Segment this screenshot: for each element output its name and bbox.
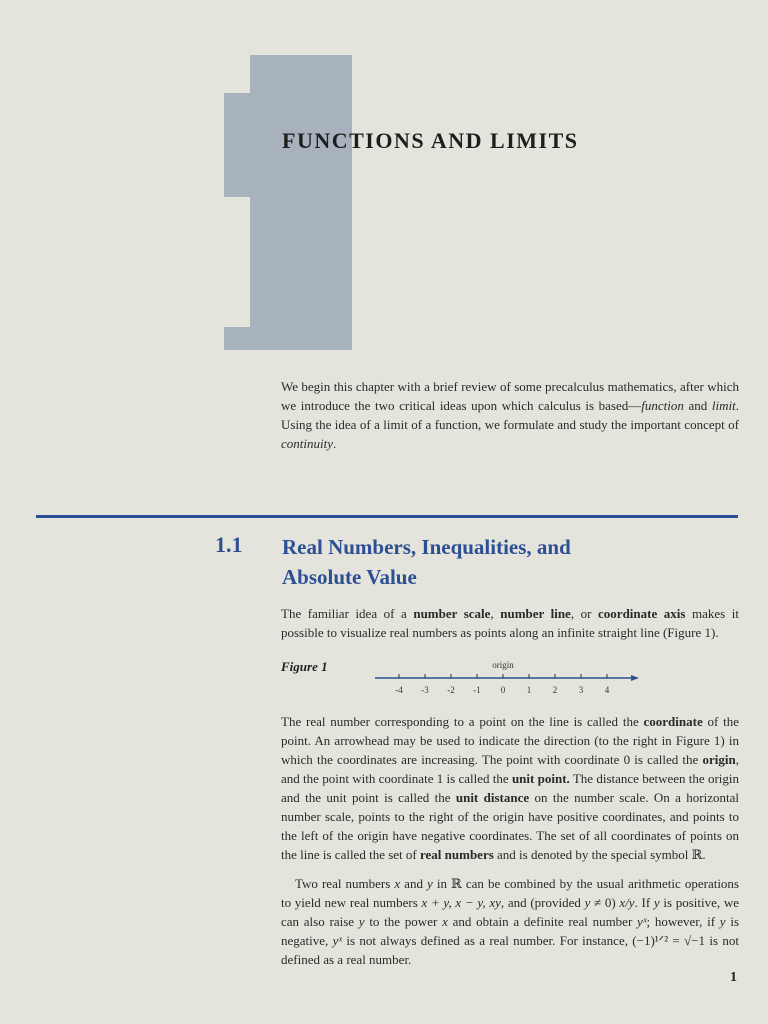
italic-term: y bbox=[584, 895, 591, 910]
chapter-numeral-graphic bbox=[224, 55, 352, 350]
italic-term: y bbox=[427, 876, 433, 891]
numeral-base bbox=[224, 327, 352, 350]
bold-term: unit distance bbox=[455, 790, 530, 805]
numeral-flag bbox=[224, 93, 254, 197]
page-number: 1 bbox=[730, 970, 737, 985]
italic-term: x bbox=[442, 914, 448, 929]
italic-term: x + y, x − y, xy bbox=[421, 895, 501, 910]
tick-label: 4 bbox=[604, 685, 610, 695]
tick-label: -4 bbox=[395, 685, 403, 695]
paragraph-arithmetic: Two real numbers x and y in ℝ can be combined by the usual arithmetic operations to yield new real numbers x + y, x − y, xy, and (provided y ≠ 0) x/y. If y is positive, we can also raise y to the power x and obtain a definite real number yˣ; however, if y is negative, yˣ is not always defined as a real number. For instance, (−1)¹ᐟ² = √−1 is not defined as a real number. bbox=[281, 876, 740, 967]
section-divider bbox=[36, 515, 738, 518]
paragraph-coordinate: The real number corresponding to a point on the line is called the coordinate of the point. An arrowhead may be used to indicate the direction (to the right in Figure 1) in which the coordinates are increasing. The point with coordinate 0 is called the origin, and the point with coordinate 1 is called the unit point. The distance between the origin and the unit point is called the unit distance on the number scale. On a horizontal number scale, points to the right of the origin have positive coordinates, and points to the left of the origin have negative coordinates. The set of all coordinates of points on the line is called the set of real numbers and is denoted by the special symbol ℝ. bbox=[281, 714, 740, 862]
italic-term: yˣ bbox=[332, 933, 343, 948]
italic-term: x/y bbox=[619, 895, 635, 910]
tick-label: 0 bbox=[500, 685, 506, 695]
tick-label: -1 bbox=[473, 685, 481, 695]
italic-term: yˣ bbox=[637, 914, 647, 929]
section-number: 1.1 bbox=[215, 532, 243, 557]
number-line-arrowhead bbox=[631, 675, 639, 681]
tick-label: 1 bbox=[526, 685, 532, 695]
italic-term: x bbox=[394, 876, 401, 891]
bold-term: number line bbox=[500, 606, 571, 621]
italic-term: function bbox=[641, 398, 684, 413]
bold-term: origin bbox=[702, 752, 736, 767]
number-line-ticks bbox=[395, 674, 610, 695]
chapter-intro: We begin this chapter with a brief review of some precalculus mathematics, after which we introduce the two critical ideas upon which calculus is based—function and limit. Using the idea of a limit of a function, we formulate and study the important concept of continuity. bbox=[281, 379, 739, 451]
paragraph-number-scale: The familiar idea of a number scale, number line, or coordinate axis makes it possible to visualize real numbers as points along an infinite straight line (Figure 1). bbox=[281, 606, 739, 640]
italic-term: y bbox=[358, 914, 365, 929]
italic-term: continuity bbox=[281, 436, 333, 451]
numeral-stem bbox=[250, 55, 352, 350]
tick-label: 3 bbox=[578, 685, 584, 695]
number-line-figure bbox=[375, 656, 640, 700]
italic-term: limit bbox=[711, 398, 736, 413]
chapter-title: FUNCTIONS AND LIMITS bbox=[282, 128, 579, 153]
italic-term: y bbox=[653, 895, 660, 910]
bold-term: coordinate axis bbox=[598, 606, 686, 621]
bold-term: number scale bbox=[413, 606, 491, 621]
section-title-line2: Absolute Value bbox=[282, 565, 417, 589]
section-title bbox=[282, 532, 702, 592]
italic-term: y bbox=[719, 914, 726, 929]
bold-term: unit point. bbox=[511, 771, 570, 786]
bold-term: real numbers bbox=[419, 847, 494, 862]
bold-term: coordinate bbox=[643, 714, 703, 729]
tick-label: 2 bbox=[552, 685, 558, 695]
section-title-line1: Real Numbers, Inequalities, and bbox=[282, 535, 571, 559]
tick-label: -2 bbox=[447, 685, 455, 695]
origin-label: origin bbox=[492, 660, 514, 670]
tick-label: -3 bbox=[421, 685, 429, 695]
figure-label: Figure 1 bbox=[281, 659, 328, 674]
